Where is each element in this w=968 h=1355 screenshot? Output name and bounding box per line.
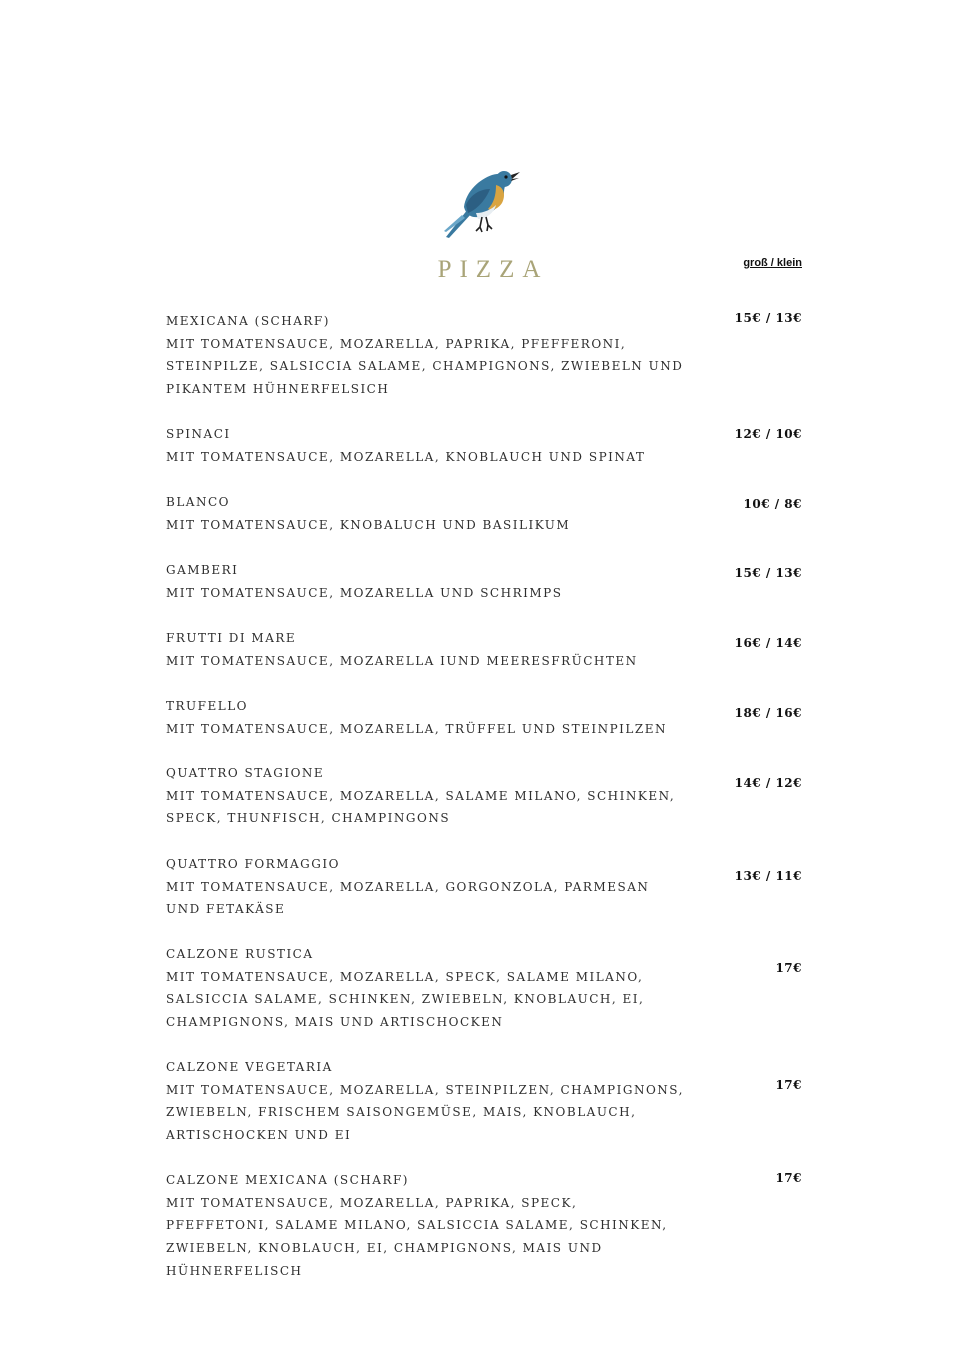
menu-item	[166, 1169, 802, 1283]
item-description: MIT TOMATENSAUCE, KNOBALUCH UND BASILIKUM	[166, 517, 571, 532]
item-description: MIT TOMATENSAUCE, MOZARELLA UND SCHRIMPS	[166, 585, 563, 600]
item-price: 17€	[775, 1171, 802, 1185]
item-description: MIT TOMATENSAUCE, MOZARELLA, GORGONZOLA, PARMESAN UND FETAKÄSE	[166, 879, 650, 917]
item-name: TRUFELLO	[166, 699, 249, 713]
item-name: MEXICANA (SCHARF)	[166, 314, 330, 328]
item-price: 14€ / 12€	[734, 776, 802, 790]
item-description: MIT TOMATENSAUCE, MOZARELLA, SPECK, SALAME MILANO, SALSICCIA SALAME, SCHINKEN, ZWIEBELN, KNOBLAUCH, EI, CHAMPIGNONS, MAIS UND ARTISCHOCKEN	[166, 969, 645, 1030]
menu-item	[166, 559, 802, 604]
item-name: QUATTRO STAGIONE	[166, 766, 325, 780]
item-name: BLANCO	[166, 495, 230, 509]
item-name: GAMBERI	[166, 563, 239, 577]
menu-title: PIZZA	[437, 256, 549, 283]
item-description: MIT TOMATENSAUCE, MOZARELLA, KNOBLAUCH UND SPINAT	[166, 449, 646, 464]
menu-item	[166, 491, 802, 536]
item-price: 18€ / 16€	[734, 706, 802, 720]
size-header: groß / klein	[743, 257, 802, 269]
menu-item	[166, 943, 802, 1034]
item-name: SPINACI	[166, 427, 231, 441]
item-description: MIT TOMATENSAUCE, MOZARELLA, PAPRIKA, PFEFFERONI, STEINPILZE, SALSICCIA SALAME, CHAMPIGNONS, ZWIEBELN UND PIKANTEM HÜHNERFELSICH	[166, 336, 684, 397]
item-price: 13€ / 11€	[734, 869, 802, 883]
item-description: MIT TOMATENSAUCE, MOZARELLA, PAPRIKA, SPECK, PFEFFETONI, SALAME MILANO, SALSICCIA SALAME, SCHINKEN, ZWIEBELN, KNOBLAUCH, EI, CHAMPIGNONS, MAIS UND HÜHNERFELISCH	[166, 1195, 668, 1278]
menu-item	[166, 695, 802, 740]
menu-item	[166, 853, 802, 921]
item-name: CALZONE VEGETARIA	[166, 1060, 333, 1074]
item-price: 17€	[775, 1078, 802, 1092]
menu-item	[166, 1056, 802, 1147]
item-description: MIT TOMATENSAUCE, MOZARELLA, STEINPILZEN, CHAMPIGNONS, ZWIEBELN, FRISCHEM SAISONGEMÜSE, MAIS, KNOBLAUCH, ARTISCHOCKEN UND EI	[166, 1082, 684, 1143]
item-name: FRUTTI DI MARE	[166, 631, 297, 645]
menu-item	[166, 627, 802, 672]
item-description: MIT TOMATENSAUCE, MOZARELLA, TRÜFFEL UND STEINPILZEN	[166, 721, 667, 736]
item-description: MIT TOMATENSAUCE, MOZARELLA IUND MEERESFRÜCHTEN	[166, 653, 638, 668]
item-price: 10€ / 8€	[743, 497, 802, 511]
menu-item	[166, 310, 802, 401]
item-name: QUATTRO FORMAGGIO	[166, 857, 340, 871]
item-price: 17€	[775, 961, 802, 975]
item-name: CALZONE MEXICANA (SCHARF)	[166, 1173, 409, 1187]
menu-item	[166, 423, 802, 468]
item-price: 16€ / 14€	[734, 636, 802, 650]
item-description: MIT TOMATENSAUCE, MOZARELLA, SALAME MILANO, SCHINKEN, SPECK, THUNFISCH, CHAMPINGONS	[166, 788, 676, 826]
item-price: 15€ / 13€	[734, 311, 802, 325]
item-name: CALZONE RUSTICA	[166, 947, 314, 961]
item-price: 12€ / 10€	[734, 427, 802, 441]
menu-item	[166, 762, 802, 830]
item-price: 15€ / 13€	[734, 566, 802, 580]
bird-icon	[440, 165, 522, 241]
